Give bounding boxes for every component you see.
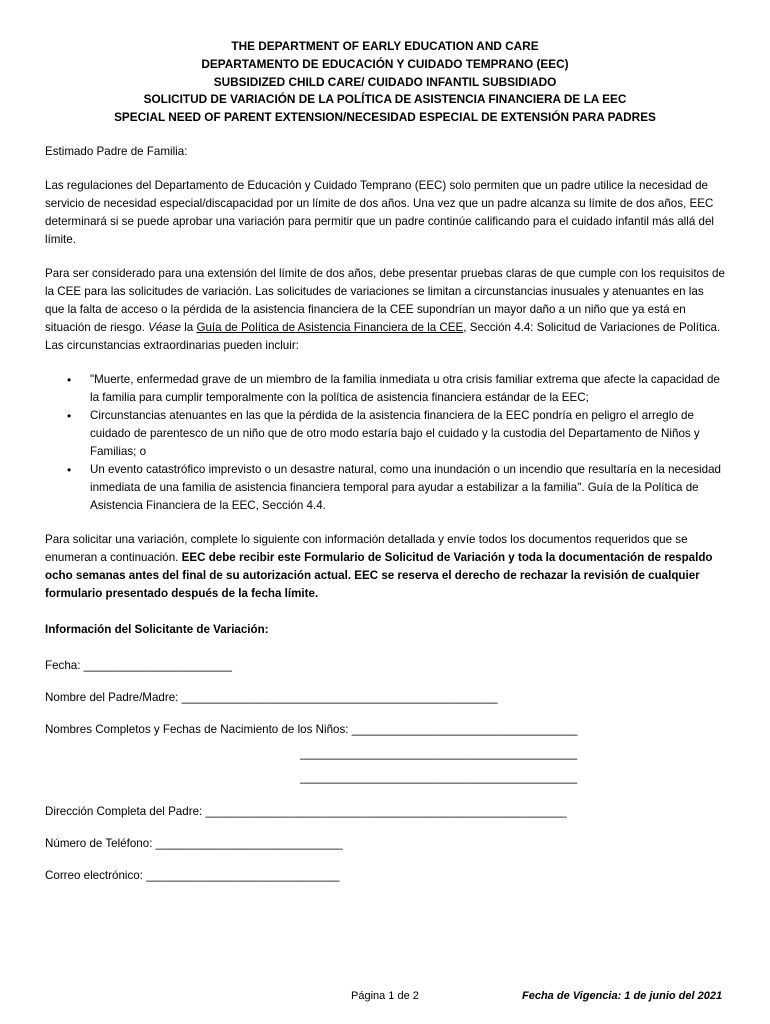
children-input-line-3[interactable]: ___________________________________________: [300, 770, 578, 784]
date-label: Fecha:: [45, 658, 84, 672]
requirements-text-b: la: [181, 320, 197, 334]
children-label: Nombres Completos y Fechas de Nacimiento de los Niños:: [45, 722, 352, 736]
see-reference: Véase: [148, 320, 181, 334]
bullet-icon: •: [67, 372, 72, 387]
phone-label: Número de Teléfono:: [45, 836, 156, 850]
phone-input-line[interactable]: _____________________________: [155, 836, 343, 850]
children-input-line[interactable]: ___________________________________: [351, 722, 578, 736]
address-input-line[interactable]: ________________________________________________________: [205, 804, 567, 818]
list-item: [45, 371, 725, 407]
header-line-4: SOLICITUD DE VARIACIÓN DE LA POLÍTICA DE ASISTENCIA FINANCIERA DE LA EEC: [143, 92, 627, 107]
deadline-notice: EEC debe recibir este Formulario de Solicitud de Variación y toda la documentación de respaldo ocho semanas antes del final de su autorización actual. EEC se reserva el derecho de rechazar la revisión de cualquier formulario presentado después de la fecha límite.: [45, 550, 713, 600]
requirements-text-c: , Sección 4.4: Solicitud de Variaciones de Política. Las circunstancias extraordinarias pueden incluir:: [45, 320, 721, 352]
header-line-1: THE DEPARTMENT OF EARLY EDUCATION AND CARE: [231, 39, 539, 53]
effective-date: Fecha de Vigencia: 1 de junio del 2021: [522, 990, 723, 1002]
list-item-text: Circunstancias atenuantes en las que la pérdida de la asistencia financiera de la EEC pondría en peligro el arreglo de cuidado de parentesco de un niño que de otro modo estaría bajo el cuidado y la custodia del Departamento de Niños y Familias; o: [90, 408, 700, 458]
greeting: Estimado Padre de Familia:: [45, 144, 188, 158]
requirements-paragraph: [45, 265, 725, 355]
policy-guide-link[interactable]: Guía de Política de Asistencia Financiera de la CEE: [196, 320, 464, 334]
list-item: [45, 407, 725, 461]
parent-name-input-line[interactable]: _________________________________________________: [181, 690, 498, 704]
address-label: Dirección Completa del Padre:: [45, 804, 206, 818]
email-label: Correo electrónico:: [45, 868, 147, 882]
email-field: [45, 867, 725, 885]
instructions-paragraph: [45, 531, 725, 603]
bullet-icon: •: [67, 408, 72, 423]
children-field: [45, 721, 725, 739]
list-item-text: "Muerte, enfermedad grave de un miembro de la familia inmediata u otra crisis familiar extrema que afecte la capacidad de la familia para cumplir temporalmente con la política de asistencia financiera estándar de la EEC;: [90, 372, 720, 404]
children-input-line-2[interactable]: ___________________________________________: [300, 746, 578, 760]
document-header: [45, 38, 725, 127]
requirements-text-a: Para ser considerado para una extensión del límite de dos años, debe presentar pruebas claras de que cumple con los requisitos de la CEE para las solicitudes de variación. Las solicitudes de variaciones se limitan a circunstancias inusuales y atenuantes en las que la falta de acceso o la pérdida de la asistencia financiera de la CEE supondrían un mayor daño a un niño que ya está en situación de riesgo.: [45, 266, 725, 334]
address-field: [45, 803, 725, 821]
email-input-line[interactable]: ______________________________: [146, 868, 340, 882]
intro-paragraph: Las regulaciones del Departamento de Educación y Cuidado Temprano (EEC) solo permiten que un padre utilice la necesidad de servicio de necesidad especial/discapacidad por un límite de dos años. Una vez que un padre alcanza su límite de dos años, EEC determinará si se puede aprobar una variación para permitir que un padre continúe calificando para el cuidado infantil más allá del límite.: [45, 178, 714, 246]
header-line-2: DEPARTAMENTO DE EDUCACIÓN Y CUIDADO TEMPRANO (EEC): [201, 56, 569, 71]
list-item-text: Un evento catastrófico imprevisto o un desastre natural, como una inundación o un incendio que resultaría en la necesidad inmediata de una familia de asistencia financiera temporal para ayudar a estabilizar a la familia". Guía de la Política de Asistencia Financiera de la EEC, Sección 4.4.: [90, 462, 721, 512]
parent-name-field: [45, 689, 725, 707]
date-input-line[interactable]: _______________________: [83, 658, 232, 672]
bullet-icon: •: [67, 462, 72, 477]
applicant-info-heading: Información del Solicitante de Variación:: [45, 622, 269, 636]
header-line-5: SPECIAL NEED OF PARENT EXTENSION/NECESIDAD ESPECIAL DE EXTENSIÓN PARA PADRES: [114, 110, 656, 125]
circumstances-list: [45, 371, 725, 515]
list-item: [45, 461, 725, 515]
phone-field: [45, 835, 725, 853]
date-field: [45, 657, 725, 675]
instructions-text: Para solicitar una variación, complete lo siguiente con información detallada y envíe todos los documentos requeridos que se enumeran a continuación.: [45, 532, 688, 564]
document-page: [45, 38, 725, 885]
parent-name-label: Nombre del Padre/Madre:: [45, 690, 182, 704]
page-number: Página 1 de 2: [351, 990, 419, 1002]
header-line-3: SUBSIDIZED CHILD CARE/ CUIDADO INFANTIL SUBSIDIADO: [213, 74, 557, 89]
